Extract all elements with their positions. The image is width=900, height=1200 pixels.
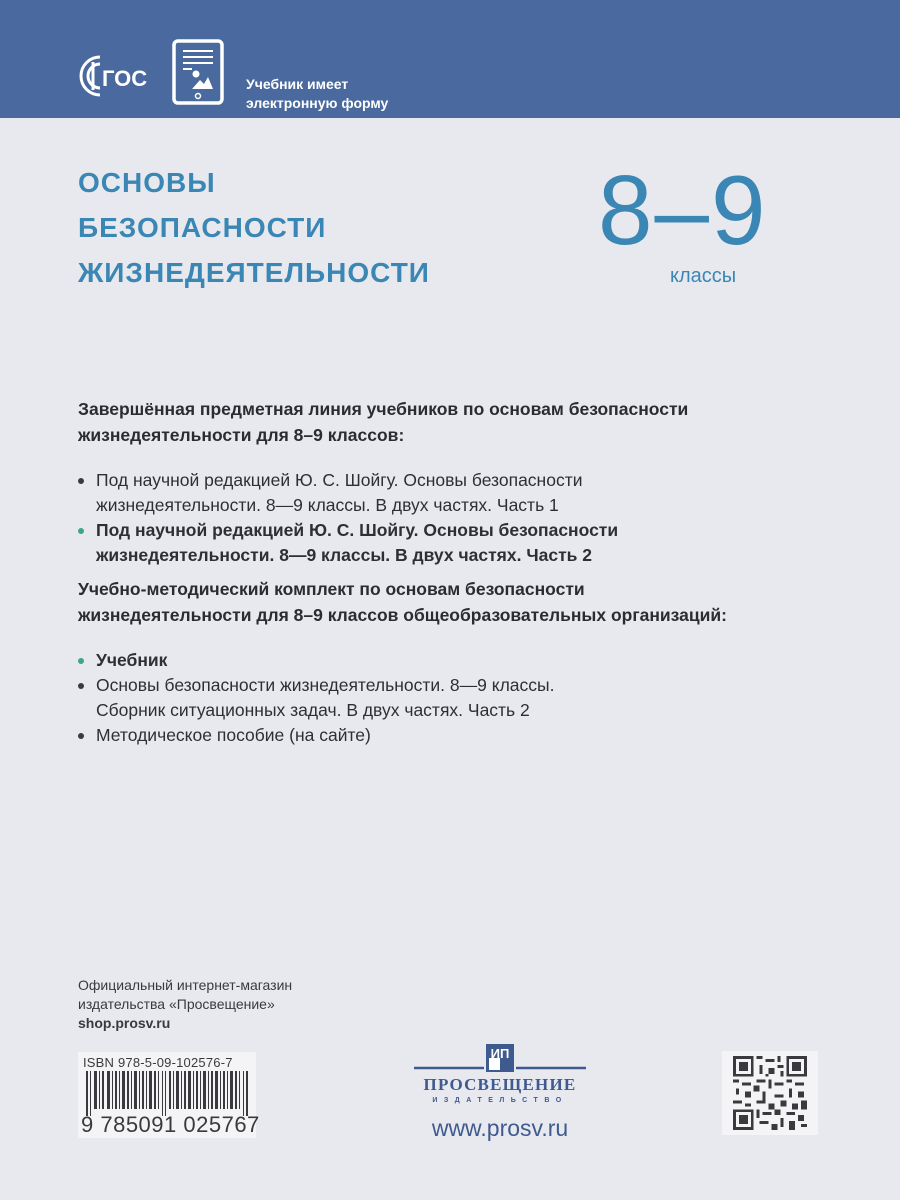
item-line-1: Под научной редакцией Ю. С. Шойгу. Основы безопасности: [96, 470, 583, 490]
isbn-barcode: [78, 1052, 260, 1138]
publisher-url-link[interactable]: www.prosv.ru: [431, 1115, 569, 1141]
textbook-line-section: [78, 396, 838, 568]
list-item: [78, 468, 838, 518]
heading-line-1: Учебно-методический комплект по основам безопасности: [78, 579, 585, 599]
prosveshchenie-logo-icon: [414, 1042, 586, 1074]
shop-line-2: издательства «Просвещение»: [78, 996, 275, 1012]
bullet-icon: [78, 733, 84, 739]
bullet-icon: [78, 658, 84, 664]
shop-url-link[interactable]: shop.prosv.ru: [78, 1015, 171, 1031]
barcode-icon: [84, 1071, 252, 1116]
publisher-name: ПРОСВЕЩЕНИЕ: [423, 1075, 577, 1094]
fgos-logo: [76, 54, 156, 98]
item-line-1: Под научной редакцией Ю. С. Шойгу. Основы безопасности: [96, 520, 619, 540]
list-item-highlighted: [78, 648, 838, 673]
item-line-1: Учебник: [96, 650, 168, 670]
heading-line-2: жизнедеятельности для 8–9 классов:: [78, 425, 405, 445]
item-line-2: жизнедеятельности. 8—9 классы. В двух частях. Часть 1: [96, 495, 559, 515]
bullet-icon: [78, 683, 84, 689]
bullet-icon: [78, 478, 84, 484]
grades-label: классы: [670, 265, 737, 287]
list-item: [78, 673, 838, 723]
item-line-2: жизнедеятельности. 8—9 классы. В двух частях. Часть 2: [96, 545, 593, 565]
book-title: [78, 160, 430, 295]
teaching-kit-list: [78, 648, 838, 748]
header-band: [0, 0, 900, 118]
barcode-digits: 9 785091 025767: [81, 1112, 260, 1137]
tablet-icon: [172, 39, 224, 105]
publisher-subtitle: ИЗДАТЕЛЬСТВО: [432, 1097, 568, 1104]
textbook-list: [78, 468, 838, 568]
grades-number: 8–9: [598, 155, 768, 265]
item-line-2: Сборник ситуационных задач. В двух частях. Часть 2: [96, 700, 530, 720]
teaching-kit-section: [78, 576, 838, 748]
fgos-text: ГОС: [102, 66, 148, 91]
isbn-label: ISBN 978-5-09-102576-7: [83, 1055, 233, 1070]
section-heading: [78, 396, 838, 448]
qr-code[interactable]: [722, 1051, 818, 1135]
shop-line-1: Официальный интернет-магазин: [78, 977, 293, 993]
eform-notice: [246, 75, 388, 113]
publisher-logo: [400, 1040, 600, 1150]
title-line-1: ОСНОВЫ: [78, 167, 216, 198]
eform-line-1: Учебник имеет: [246, 76, 349, 92]
list-item: [78, 723, 838, 748]
title-line-2: БЕЗОПАСНОСТИ: [78, 212, 327, 243]
heading-line-1: Завершённая предметная линия учебников по основам безопасности: [78, 399, 689, 419]
section-heading: [78, 576, 838, 628]
qr-code-icon: [732, 1056, 808, 1130]
list-item-highlighted: [78, 518, 838, 568]
item-line-1: Методическое пособие (на сайте): [96, 725, 371, 745]
heading-line-2: жизнедеятельности для 8–9 классов общеобразовательных организаций:: [78, 605, 727, 625]
shop-info: [78, 976, 292, 1033]
bullet-icon: [78, 528, 84, 534]
title-line-3: ЖИЗНЕДЕЯТЕЛЬНОСТИ: [78, 257, 430, 288]
svg-text:ИП: ИП: [490, 1046, 510, 1061]
item-line-1: Основы безопасности жизнедеятельности. 8—9 классы.: [96, 675, 555, 695]
eform-line-2: электронную форму: [246, 95, 389, 111]
